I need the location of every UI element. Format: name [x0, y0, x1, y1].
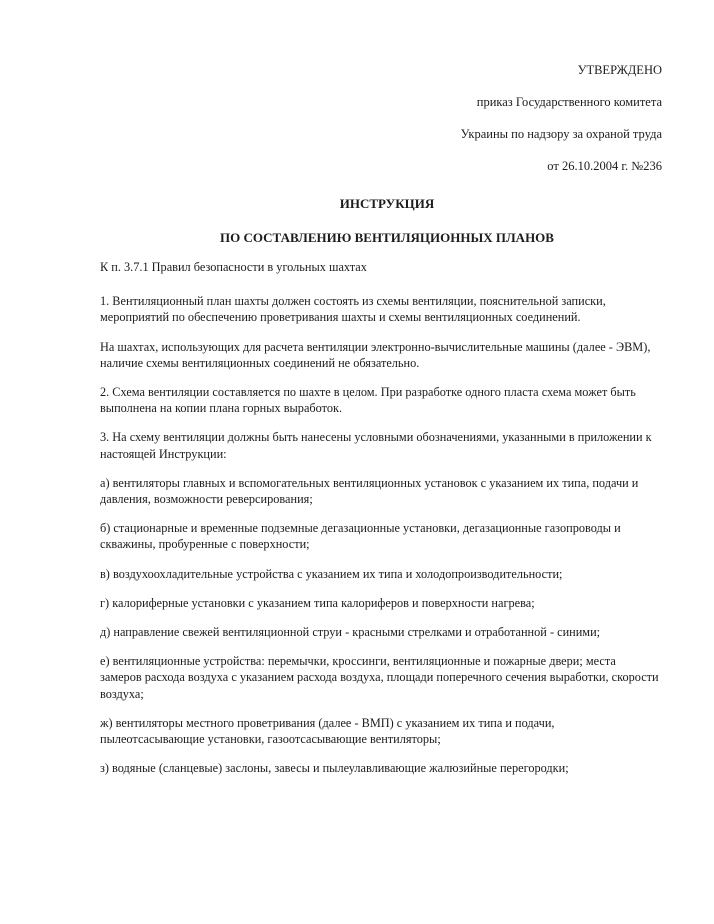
document-body: [100, 259, 660, 789]
approval-heading: УТВЕРЖДЕНО: [577, 63, 662, 77]
paragraph-1: 1. Вентиляционный план шахты должен состоять из схемы вентиляции, пояснительной записки, мероприятий по обеспечению проветривания шахты и схемы вентиляционных соединений.: [100, 294, 606, 325]
document-title: ИНСТРУКЦИЯ: [339, 196, 435, 211]
list-item-e: е) вентиляционные устройства: перемычки, кроссинги, вентиляционные и пожарные двери; места замеров расхода воздуха с указанием расхода воздуха, площади поперечного сечения выработки, скорости воздуха;: [100, 654, 659, 701]
list-item-b: б) стационарные и временные подземные дегазационные установки, дегазационные газопроводы и скважины, пробуренные с поверхности;: [100, 521, 621, 552]
approval-authority: Украины по надзору за охраной труда: [460, 127, 662, 141]
paragraph-reference: К п. 3.7.1 Правил безопасности в угольных шахтах: [100, 260, 367, 274]
paragraph-1-note: На шахтах, использующих для расчета вентиляции электронно-вычислительные машины (далее - ЭВМ), наличие схемы вентиляционных соединений не обязательно.: [100, 339, 651, 370]
paragraph-3: 3. На схему вентиляции должны быть нанесены условными обозначениями, указанными в приложении к настоящей Инструкции:: [100, 430, 652, 461]
document-subtitle: ПО СОСТАВЛЕНИЮ ВЕНТИЛЯЦИОННЫХ ПЛАНОВ: [220, 230, 554, 245]
list-item-zh: ж) вентиляторы местного проветривания (далее - ВМП) с указанием их типа и подачи, пылеотсасывающие установки, газоотсасывающие вентиляторы;: [100, 715, 555, 747]
paragraph-2: 2. Схема вентиляции составляется по шахте в целом. При разработке одного пласта схема может быть выполнена на копии плана горных выработок.: [100, 385, 636, 416]
approval-order: приказ Государственного комитета: [476, 95, 662, 109]
list-item-g: г) калориферные установки с указанием типа калориферов и поверхности нагрева;: [100, 595, 535, 610]
list-item-a: а) вентиляторы главных и вспомогательных вентиляционных установок с указанием их типа, подачи и давления, возможности реверсирования;: [100, 475, 639, 507]
approval-block: [461, 62, 662, 174]
list-item-z: з) водяные (сланцевые) заслоны, завесы и пылеулавливающие жалюзийные перегородки;: [100, 761, 569, 776]
approval-date: от 26.10.2004 г. №236: [547, 159, 662, 173]
list-item-d: д) направление свежей вентиляционной струи - красными стрелками и отработанной - синими;: [100, 625, 601, 640]
list-item-v: в) воздухоохладительные устройства с указанием их типа и холодопроизводительности;: [100, 566, 563, 581]
